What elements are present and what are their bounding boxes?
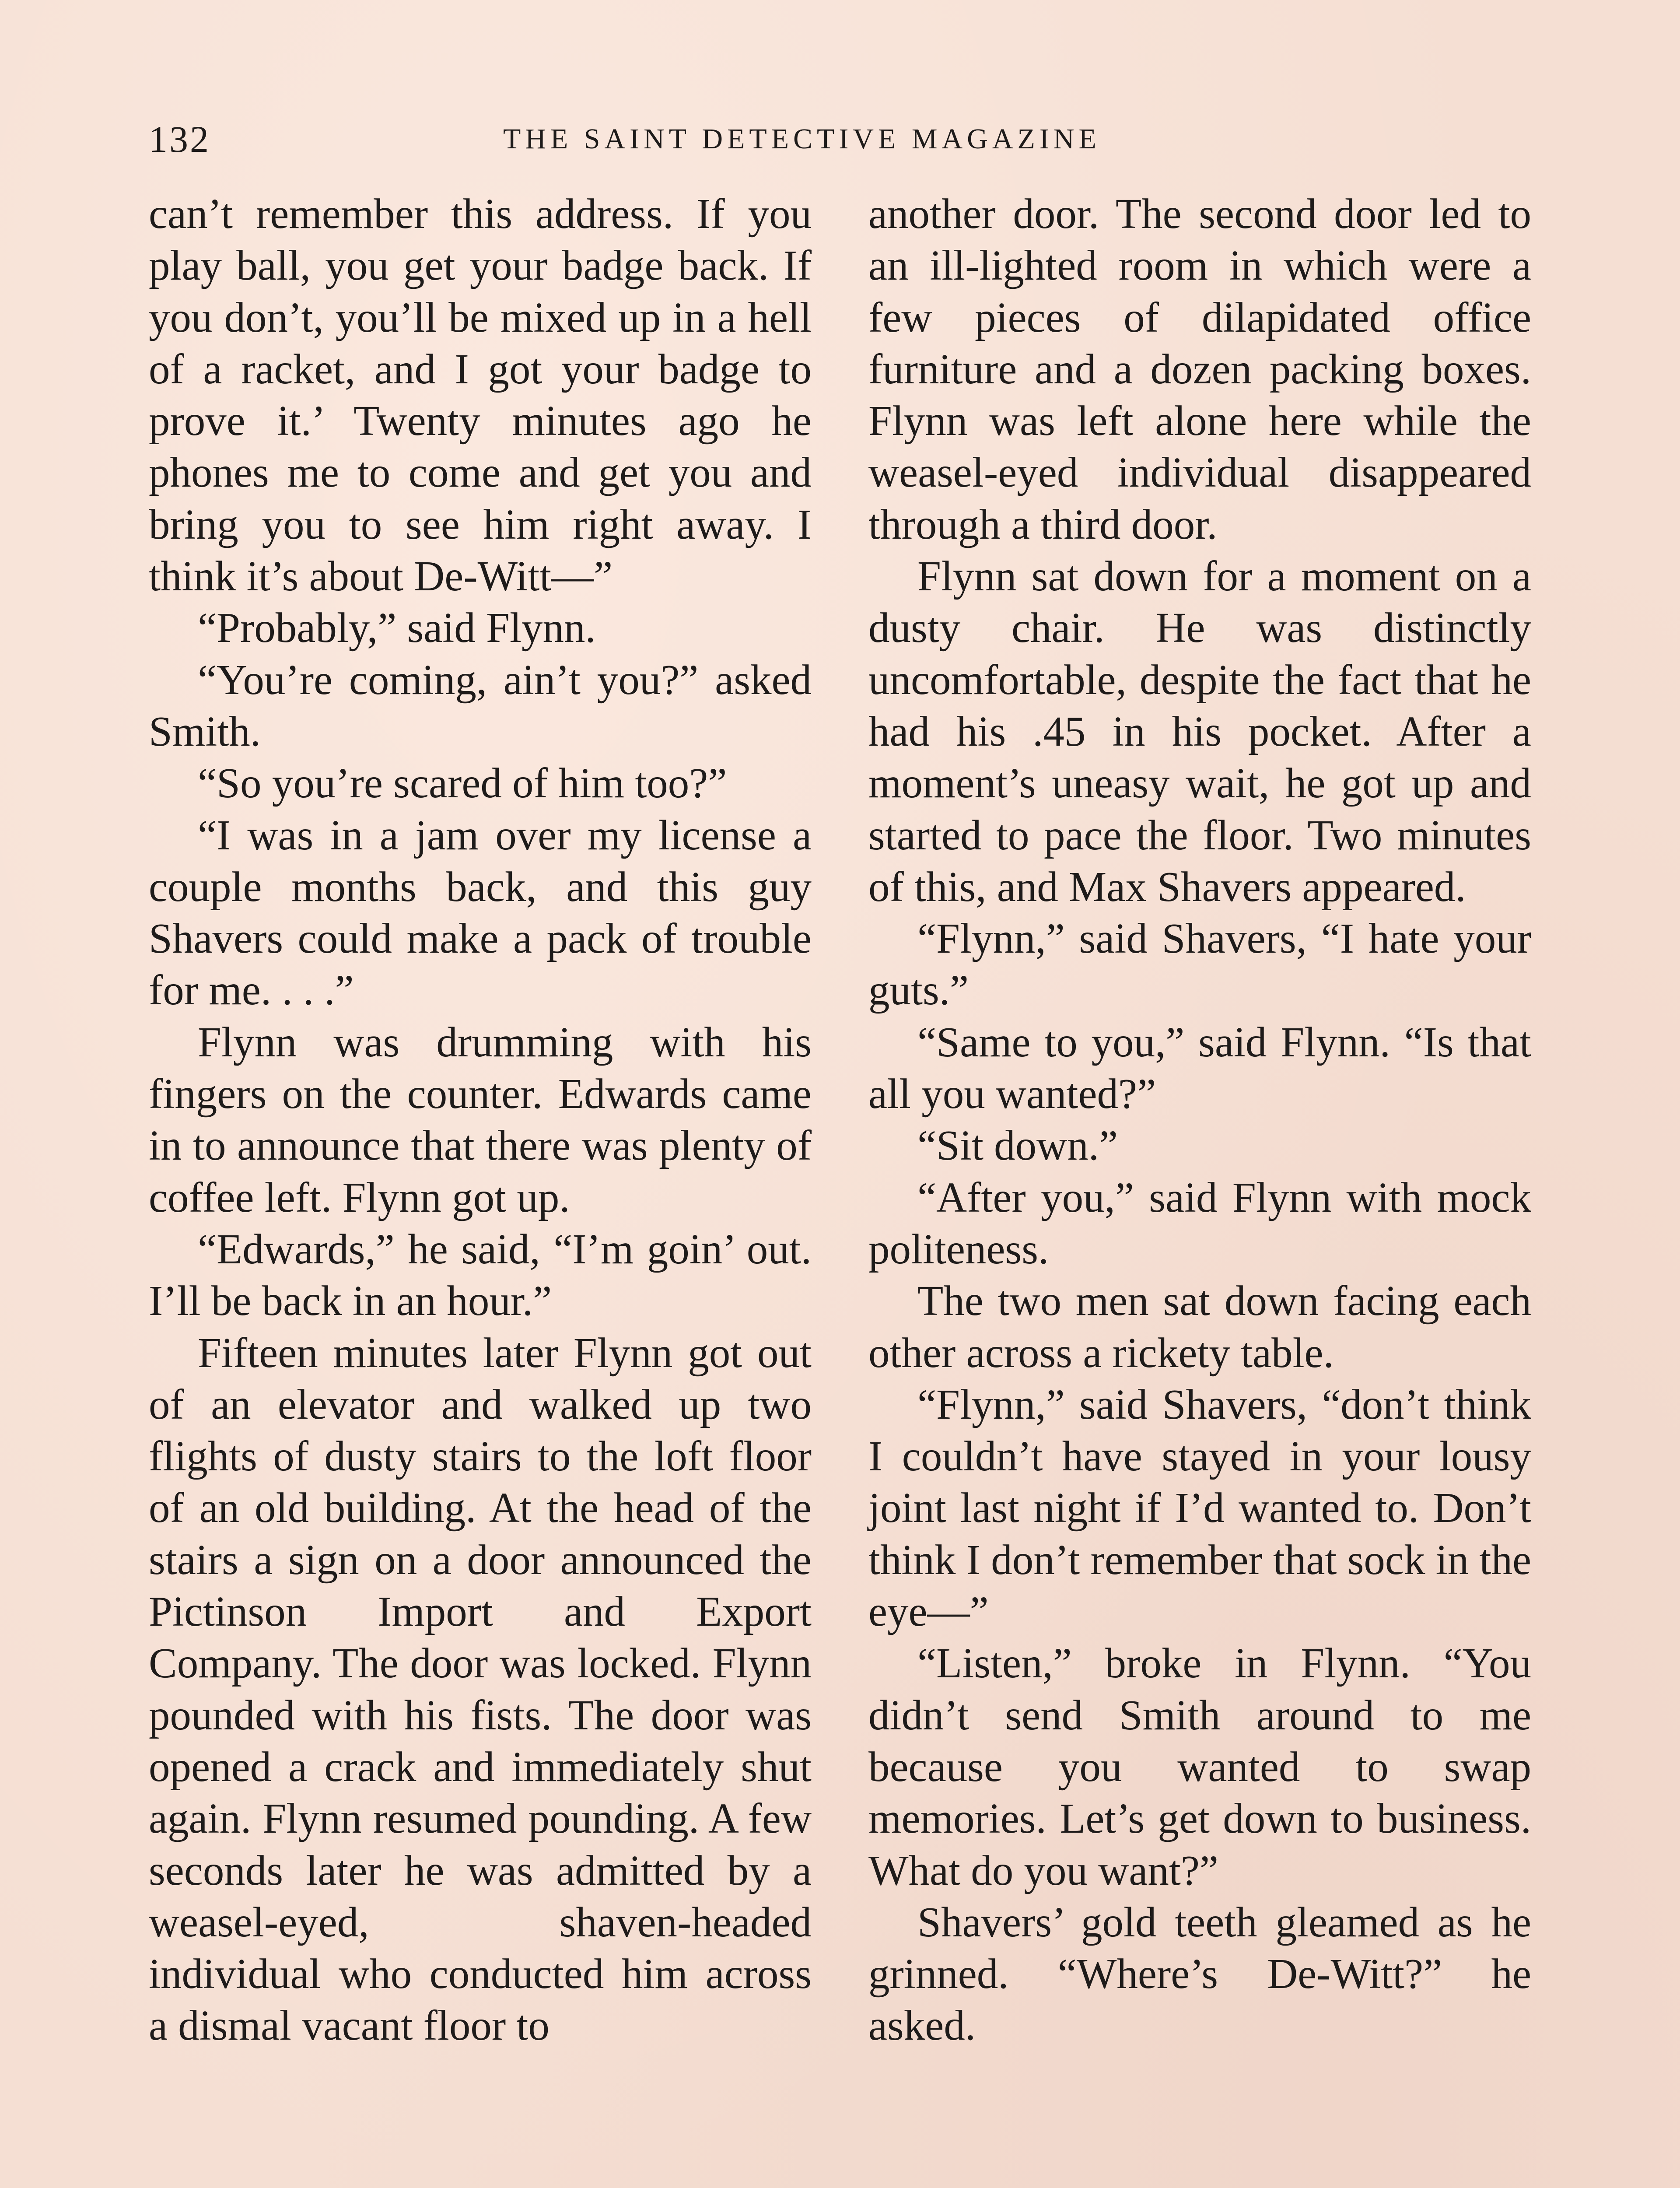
paragraph: “Listen,” broke in Flynn. “You didn’t send Smith around to me because you wanted to swap memories. Let’s get down to business. What do you want?” bbox=[868, 1640, 1531, 1894]
page-header bbox=[0, 117, 1680, 179]
paragraph: “Same to you,” said Flynn. “Is that all you wanted?” bbox=[868, 1018, 1531, 1118]
paragraph: Flynn was drumming with his fingers on the counter. Edwards came in to announce that there was plenty of coffee left. Flynn got up. bbox=[149, 1018, 812, 1221]
paragraph: “Edwards,” he said, “I’m goin’ out. I’ll be back in an hour.” bbox=[149, 1225, 812, 1325]
paragraph: The two men sat down facing each other across a rickety table. bbox=[868, 1277, 1531, 1376]
paragraph: “Flynn,” said Shavers, “don’t think I couldn’t have stayed in your lousy joint last night if I’d wanted to. Don’t think I don’t remember that sock in the eye—” bbox=[868, 1381, 1531, 1635]
paragraph: “Sit down.” bbox=[917, 1122, 1118, 1169]
paragraph: “You’re coming, ain’t you?” asked Smith. bbox=[149, 656, 812, 755]
paragraph: Fifteen minutes later Flynn got out of an elevator and walked up two flights of dusty stairs to the loft floor of an old building. At the head of the stairs a sign on a door announced the Pictinson Import and Export Company. The door was locked. Flynn pounded with his fists. The door was opened a crack and immediately shut again. Flynn resumed pounding. A few seconds later he was admitted by a weasel-eyed, shaven-headed individual who conducted him across a dismal vacant floor to bbox=[149, 1329, 812, 2049]
paragraph: Shavers’ gold teeth gleamed as he grinned. “Where’s De-Witt?” he asked. bbox=[868, 1898, 1531, 2049]
paragraph: “Flynn,” said Shavers, “I hate your guts.” bbox=[868, 915, 1531, 1014]
paragraph: another door. The second door led to an ill-lighted room in which were a few pieces of dilapidated office furniture and a dozen packing boxes. Flynn was left alone here while the weasel-eyed individual disappeared through a third door. bbox=[868, 190, 1531, 548]
running-head: THE SAINT DETECTIVE MAGAZINE bbox=[503, 123, 1101, 155]
paragraph: “So you’re scared of him too?” bbox=[198, 760, 727, 807]
paragraph: “I was in a jam over my license a couple months back, and this guy Shavers could make a pack of trouble for me. . . .” bbox=[149, 811, 812, 1014]
paragraph: can’t remember this address. If you play ball, you get your badge back. If you don’t, you’ll be mixed up in a hell of a racket, and I got your badge to prove it.’ Twenty minutes ago he phones me to come and get you and bring you to see him right away. I think it’s about De-Witt—” bbox=[149, 190, 812, 600]
right-column bbox=[868, 188, 1531, 2052]
paragraph: “After you,” said Flynn with mock politeness. bbox=[868, 1174, 1531, 1273]
page-number: 132 bbox=[149, 118, 210, 160]
paragraph: Flynn sat down for a moment on a dusty chair. He was distinctly uncomfortable, despite the fact that he had his .45 in his pocket. After a moment’s uneasy wait, he got up and started to pace the floor. Two minutes of this, and Max Shavers appeared. bbox=[868, 553, 1531, 910]
paragraph: “Probably,” said Flynn. bbox=[198, 604, 596, 652]
left-column bbox=[149, 188, 812, 2052]
